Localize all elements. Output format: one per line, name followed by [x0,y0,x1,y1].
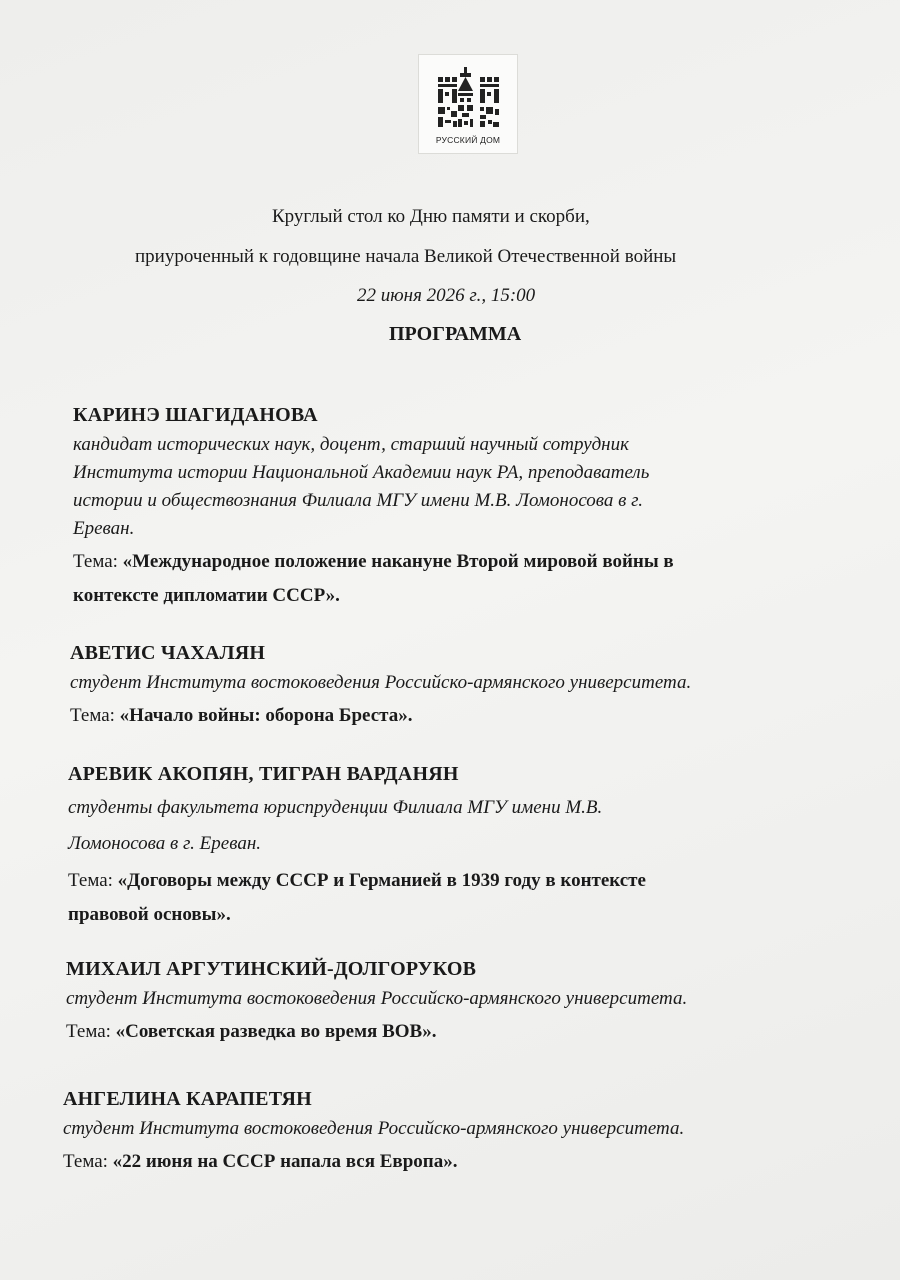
speaker-description [70,669,860,697]
speaker-topic [73,545,843,613]
russian-house-logo [418,54,518,154]
description-line: кандидат исторических наук, доцент, старший научный сотрудник [73,434,630,455]
speaker-topic [63,1145,863,1179]
topic-label: Тема: [70,705,115,726]
description-line: Ломоносова в г. Ереван. [68,833,262,854]
description-line: Ереван. [73,518,135,539]
topic-title-line: «22 июня на СССР напала вся Европа». [112,1151,458,1172]
speaker-block [68,763,828,932]
program-heading: ПРОГРАММА [389,323,522,345]
description-line: студент Института востоковедения Российско-армянского университета. [66,988,688,1009]
speaker-name: АРЕВИК АКОПЯН, ТИГРАН ВАРДАНЯН [68,763,459,785]
event-date: 22 июня 2026 г., 15:00 [357,285,536,306]
qr-logo-icon [436,65,502,133]
speaker-block [66,958,866,1049]
event-title-line-1: Круглый стол ко Дню памяти и скорби, [272,206,590,227]
description-line: студент Института востоковедения Российско-армянского университета. [70,672,692,693]
speaker-description [68,790,828,862]
speaker-block [63,1088,863,1179]
topic-title-line: «Договоры между СССР и Германией в 1939 году в контексте [117,870,646,891]
description-line: студенты факультета юриспруденции Филиала МГУ имени М.В. [68,797,603,818]
speaker-topic [66,1015,866,1049]
speaker-name: АНГЕЛИНА КАРАПЕТЯН [63,1088,312,1110]
topic-title-line: «Начало войны: оборона Бреста». [119,705,413,726]
description-line: студент Института востоковедения Российско-армянского университета. [63,1118,685,1139]
speaker-description [63,1115,863,1143]
logo-caption: РУССКИЙ ДОМ [435,135,501,145]
topic-title-line: контексте дипломатии СССР». [73,585,340,606]
speaker-topic [70,699,860,733]
topic-title-line: «Международное положение накануне Второй мировой войны в [122,551,674,572]
description-line: истории и обществознания Филиала МГУ имени М.В. Ломоносова в г. [73,490,644,511]
description-line: Института истории Национальной Академии наук РА, преподаватель [73,462,650,483]
topic-label: Тема: [63,1151,108,1172]
topic-label: Тема: [68,870,113,891]
speaker-name: АВЕТИС ЧАХАЛЯН [70,642,266,664]
speaker-description [73,431,843,543]
speaker-block [73,404,843,613]
topic-label: Тема: [66,1021,111,1042]
event-title-line-2: приуроченный к годовщине начала Великой Отечественной войны [135,246,677,267]
topic-title-line: правовой основы». [68,904,231,925]
speaker-name: МИХАИЛ АРГУТИНСКИЙ-ДОЛГОРУКОВ [66,958,477,980]
speaker-topic [68,864,828,932]
speaker-name: КАРИНЭ ШАГИДАНОВА [73,404,318,426]
topic-title-line: «Советская разведка во время ВОВ». [115,1021,437,1042]
topic-label: Тема: [73,551,118,572]
speaker-description [66,985,866,1013]
speaker-block [70,642,860,733]
